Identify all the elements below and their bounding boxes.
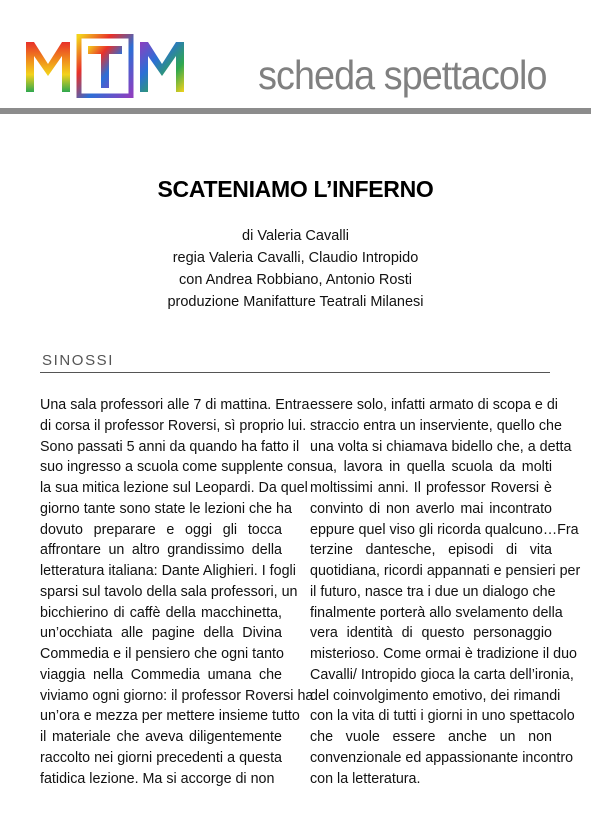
synopsis-line: letteratura italiana: Dante Alighieri. I fogli <box>40 563 296 579</box>
synopsis-line: essere solo, infatti armato di scopa e di <box>310 397 558 413</box>
header-divider <box>0 108 591 114</box>
synopsis-line: convenzionale ed appassionante incontro <box>310 749 574 766</box>
mtm-logo-graphic <box>24 34 186 98</box>
synopsis-line: fatidica lezione. Ma si accorge di non <box>40 770 275 787</box>
synopsis-line: il materiale che aveva diligentemente <box>40 729 282 745</box>
synopsis-line: la sua mitica lezione sul Leopardi. Da quel <box>40 480 308 496</box>
synopsis-line: una volta si chiamava bidello che, a detta <box>310 438 572 455</box>
header-title: scheda spettacolo <box>258 52 547 98</box>
synopsis-line: giorno tante sono state le lezioni che ha <box>40 500 292 517</box>
synopsis-line: terzine dantesche, episodi di vita <box>310 542 552 559</box>
synopsis-line: del coinvolgimento emotivo, dei rimandi <box>310 687 561 704</box>
synopsis-line: quotidiana, ricordi appannati e pensieri per <box>310 563 581 579</box>
synopsis-line: raccolto nei giorni precedenti a questa <box>40 749 282 766</box>
credit-production: produzione Manifatture Teatrali Milanesi <box>167 294 424 310</box>
synopsis-line: con la vita di tutti i giorni in uno spettacolo <box>310 708 575 725</box>
synopsis-line: viaggia nella Commedia umana che <box>40 666 282 683</box>
credit-author: di Valeria Cavalli <box>242 228 349 244</box>
synopsis-line: il futuro, nasce tra i due un dialogo che <box>310 583 556 600</box>
synopsis-line: convinto di non averlo mai incontrato <box>310 500 552 517</box>
synopsis-line: straccio entra un inserviente, quello che <box>310 417 562 434</box>
show-title: SCATENIAMO L’INFERNO <box>157 176 434 202</box>
synopsis-line: un’occhiata alle pagine della Divina <box>40 625 282 642</box>
synopsis-line: Cavalli/ Intropido gioca la carta dell’ironia, <box>310 666 574 683</box>
synopsis-line: Commedia e il pensiero che ogni tanto <box>40 646 284 662</box>
synopsis-line: dovuto preparare e oggi gli tocca <box>40 521 282 538</box>
synopsis-line: Sono passati 5 anni da quando ha fatto il <box>40 438 300 455</box>
mtm-logo <box>24 34 186 98</box>
synopsis-line: eppure quel viso gli ricorda qualcuno…Fra <box>310 521 579 538</box>
synopsis-line: affrontare un altro grandissimo della <box>40 542 282 559</box>
section-label-sinossi: SINOSSI <box>42 352 115 369</box>
synopsis-line: vera identità di questo personaggio <box>310 625 552 642</box>
synopsis-line: con la letteratura. <box>310 770 421 787</box>
synopsis-line: che vuole essere anche un non <box>310 729 552 745</box>
synopsis-line: bicchierino di caffè della macchinetta, <box>40 604 282 621</box>
synopsis-line: finalmente porterà allo svelamento della <box>310 604 563 621</box>
synopsis-line: Una sala professori alle 7 di mattina. Entra <box>40 397 310 413</box>
synopsis-column-left <box>40 395 314 789</box>
synopsis-line: di corsa il professor Roversi, sì proprio lui. <box>40 417 307 434</box>
credit-direction: regia Valeria Cavalli, Claudio Intropido <box>172 250 419 266</box>
synopsis-line: sparsi sul tavolo della sala professori, un <box>40 583 298 600</box>
synopsis-column-right <box>310 395 581 789</box>
synopsis-line: moltissimi anni. Il professor Roversi è <box>310 480 552 496</box>
synopsis-line: sua, lavora in quella scuola da molti <box>310 459 552 476</box>
synopsis-line: misterioso. Come ormai è tradizione il duo <box>310 646 577 662</box>
synopsis-line: suo ingresso a scuola come supplente con <box>40 459 311 476</box>
synopsis-line: un’ora e mezza per mettere insieme tutto <box>40 708 300 725</box>
section-divider <box>40 372 550 373</box>
credit-cast: con Andrea Robbiano, Antonio Rosti <box>179 272 412 288</box>
synopsis-line: viviamo ogni giorno: il professor Roversi ha <box>40 687 314 704</box>
credits-block <box>0 225 591 313</box>
